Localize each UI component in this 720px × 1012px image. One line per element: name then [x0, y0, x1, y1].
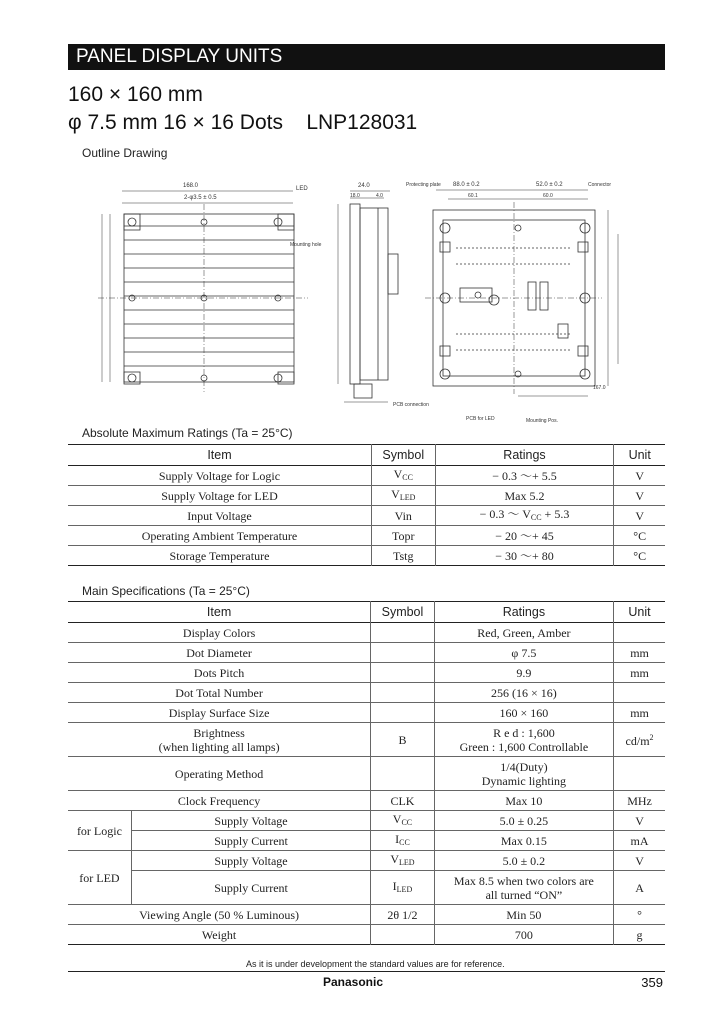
product-size: 160 × 160 mm	[68, 83, 203, 106]
header-unit: Unit	[614, 445, 665, 466]
svg-text:4.0: 4.0	[376, 193, 383, 199]
svg-text:PCB connection: PCB connection	[393, 402, 429, 408]
table-row: Clock Frequency CLK Max 10 MHz	[68, 791, 665, 811]
svg-text:24.0: 24.0	[358, 183, 370, 189]
svg-text:Mounting Pos.: Mounting Pos.	[526, 418, 558, 424]
table-row: Supply Current $I_{CC}$ Max 0.15 mA	[68, 831, 665, 851]
svg-text:Protecting plate: Protecting plate	[406, 182, 441, 188]
table-row: Supply Voltage for LED $V_{LED}$ Max 5.2 V	[68, 486, 665, 506]
table-row: Dot Total Number 256 (16 × 16)	[68, 683, 665, 703]
svg-text:88.0 ± 0.2: 88.0 ± 0.2	[453, 182, 480, 188]
table-row: Dots Pitch 9.9 mm	[68, 663, 665, 683]
header-symbol: Symbol	[371, 445, 435, 466]
product-spec-prefix: φ 7.5 mm 16 × 16 Dots	[68, 111, 283, 134]
table-row: Display Colors Red, Green, Amber	[68, 623, 665, 643]
table-row: Supply Current $I_{LED}$ Max 8.5 when two colors are all turned “ON” A	[68, 871, 665, 905]
page-number: 359	[641, 975, 663, 990]
footnote: As it is under development the standard values are for reference.	[246, 959, 505, 969]
svg-text:18.0: 18.0	[350, 193, 360, 199]
svg-text:2-φ3.5 ± 0.5: 2-φ3.5 ± 0.5	[184, 195, 217, 201]
table-row: Display Surface Size 160 × 160 mm	[68, 703, 665, 723]
table-row: Supply Voltage for Logic $V_{CC}$ − 0.3 ～+ 5.5 V	[68, 466, 665, 486]
header-ratings: Ratings	[435, 445, 614, 466]
table-row: Viewing Angle (50 % Luminous) 2θ 1/2 Min 50 °	[68, 905, 665, 925]
main-spec-table	[68, 601, 665, 945]
table-row: Brightness (when lighting all lamps) B R e d : 1,600 Green : 1,600 Controllable $cd/m^2$	[68, 723, 665, 757]
side-view	[338, 183, 429, 408]
section-title: PANEL DISPLAY UNITS	[68, 44, 665, 70]
svg-text:Connector: Connector	[588, 182, 612, 188]
svg-text:168.0: 168.0	[183, 183, 199, 189]
footer-divider	[68, 971, 665, 972]
back-view	[406, 182, 618, 424]
table-row: Dot Diameter φ 7.5 mm	[68, 643, 665, 663]
svg-text:LED: LED	[296, 186, 308, 192]
table-row: Operating Method 1/4(Duty) Dynamic lighting	[68, 757, 665, 791]
svg-text:167.0: 167.0	[593, 385, 606, 391]
svg-text:PCB for LED: PCB for LED	[466, 416, 495, 422]
product-spec-line	[68, 111, 417, 135]
abs-max-table	[68, 444, 665, 566]
outline-caption: Outline Drawing	[82, 146, 168, 160]
svg-text:52.0 ± 0.2: 52.0 ± 0.2	[536, 182, 563, 188]
main-spec-caption: Main Specifications (Ta = 25°C)	[82, 584, 250, 598]
table-header	[68, 445, 665, 466]
table-row: for Logic Supply Voltage $V_{CC}$ 5.0 ± 0.25 V	[68, 811, 665, 831]
table-row: Weight 700 g	[68, 925, 665, 945]
part-number: LNP128031	[306, 111, 418, 134]
outline-drawing	[88, 174, 628, 430]
table-row: for LED Supply Voltage $V_{LED}$ 5.0 ± 0.2 V	[68, 851, 665, 871]
front-view	[98, 183, 322, 392]
table-row: Operating Ambient Temperature Topr − 20 ～+ 45 °C	[68, 526, 665, 546]
abs-max-caption: Absolute Maximum Ratings (Ta = 25°C)	[82, 426, 293, 440]
svg-text:60.0: 60.0	[543, 193, 553, 199]
brand-logo: Panasonic	[323, 975, 384, 989]
header-item: Item	[207, 448, 232, 462]
svg-text:60.1: 60.1	[468, 193, 478, 199]
svg-text:Mounting hole: Mounting hole	[290, 242, 322, 248]
table-row: Input Voltage Vin − 0.3 ～ $V_{CC} + 5.3$ V	[68, 506, 665, 526]
table-header: Item Symbol Ratings Unit	[68, 602, 665, 623]
table-row: Storage Temperature Tstg − 30 ～+ 80 °C	[68, 546, 665, 566]
